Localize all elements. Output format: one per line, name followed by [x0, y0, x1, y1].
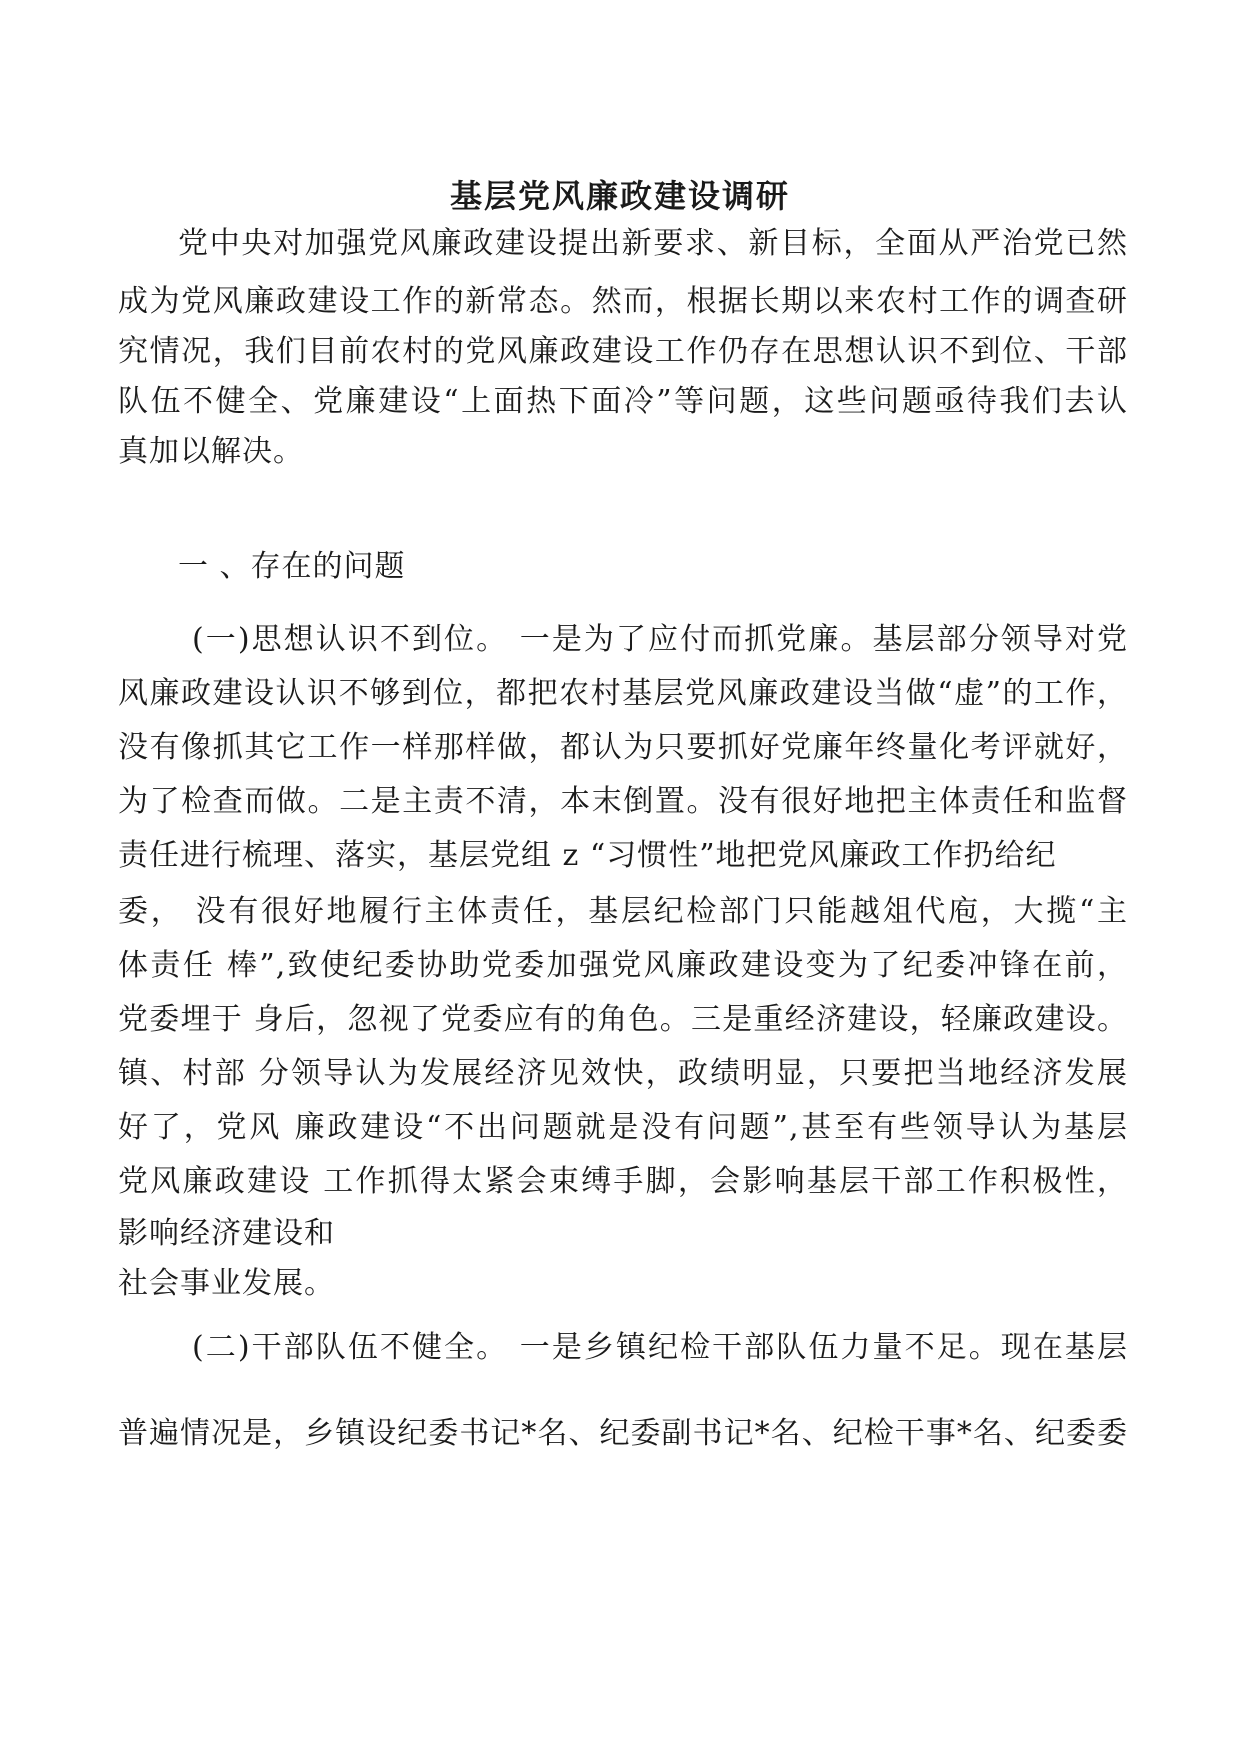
- paragraph-line: 社会事业发展。: [118, 1266, 335, 1301]
- paragraph-line: 党中央对加强党风廉政建设提出新要求、新目标，全面从严治党已然: [178, 226, 1128, 261]
- paragraph-line: 风廉政建设认识不够到位，都把农村基层党风廉政建设当做“虚”的工作，: [118, 676, 1128, 711]
- paragraph-line: 真加以解决。: [118, 434, 304, 469]
- paragraph-line: (二)干部队伍不健全。 一是乡镇纪检干部队伍力量不足。现在基层: [192, 1330, 1128, 1365]
- paragraph-line: 好了，党风 廉政建设“不出问题就是没有问题”,甚至有些领导认为基层: [118, 1110, 1128, 1145]
- paragraph-line: 责任进行梳理、落实，基层党组 z “习惯性”地把党风廉政工作扔给纪: [118, 838, 1057, 873]
- document-title: 基层党风廉政建设调研: [449, 177, 790, 215]
- paragraph-line: 镇、村部 分领导认为发展经济见效快，政绩明显，只要把当地经济发展: [118, 1056, 1128, 1091]
- paragraph-line: 为了检查而做。二是主责不清，本末倒置。没有很好地把主体责任和监督: [118, 784, 1128, 819]
- paragraph-line: 成为党风廉政建设工作的新常态。然而，根据长期以来农村工作的调查研: [118, 284, 1128, 319]
- section-heading: 一 、存在的问题: [178, 549, 406, 584]
- paragraph-line: 队伍不健全、党廉建设“上面热下面冷”等问题，这些问题亟待我们去认: [118, 384, 1128, 419]
- paragraph-line: 党风廉政建设 工作抓得太紧会束缚手脚，会影响基层干部工作积极性，: [118, 1164, 1128, 1199]
- paragraph-line: 没有像抓其它工作一样那样做，都认为只要抓好党廉年终量化考评就好，: [118, 730, 1128, 765]
- paragraph-line: 党委埋于 身后，忽视了党委应有的角色。三是重经济建设，轻廉政建设。: [118, 1002, 1128, 1037]
- paragraph-line: 委， 没有很好地履行主体责任，基层纪检部门只能越俎代庖，大揽“主: [118, 894, 1128, 929]
- paragraph-line: (一)思想认识不到位。 一是为了应付而抓党廉。基层部分领导对党: [192, 622, 1128, 657]
- paragraph-line: 影响经济建设和: [118, 1216, 335, 1251]
- paragraph-line: 究情况，我们目前农村的党风廉政建设工作仍存在思想认识不到位、干部: [118, 334, 1128, 369]
- paragraph-line: 体责任 棒”,致使纪委协助党委加强党风廉政建设变为了纪委冲锋在前，: [118, 948, 1128, 983]
- paragraph-line: 普遍情况是，乡镇设纪委书记*名、纪委副书记*名、纪检干事*名、纪委委: [118, 1416, 1128, 1451]
